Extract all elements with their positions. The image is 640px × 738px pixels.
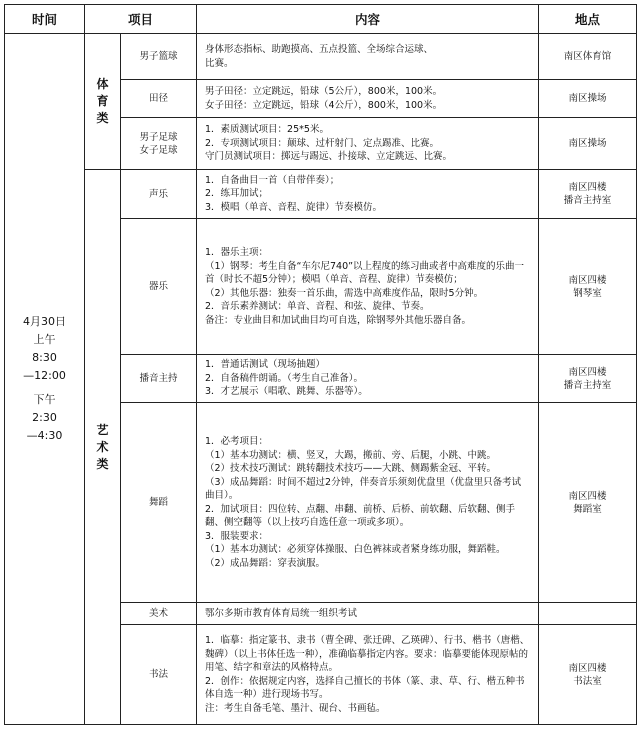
location-instrumental-line: 南区四楼 bbox=[568, 274, 607, 286]
content-basketball bbox=[197, 34, 539, 80]
content-fine-arts-line: 鄂尔多斯市教育体育局统一组织考试 bbox=[205, 607, 358, 619]
content-broadcast-line: 1．普通话测试（现场抽题） bbox=[205, 359, 326, 371]
location-calligraphy-line: 书法室 bbox=[573, 675, 602, 687]
content-instrumental-line: （2）其他乐器：独奏一首乐曲，需选中高难度作品，限时5分钟。 bbox=[205, 287, 484, 299]
content-vocal-line: 2．练耳加试； bbox=[205, 188, 269, 200]
content-dance-line: （2）成品舞蹈：穿表演服。 bbox=[205, 557, 326, 569]
content-broadcast-line: 2．自备稿件朗诵。（考生自己准备）。 bbox=[205, 372, 364, 384]
content-broadcast bbox=[197, 355, 539, 403]
location-track bbox=[539, 80, 637, 118]
item-track: 田径 bbox=[121, 80, 197, 118]
content-dance-line: 3．服装要求： bbox=[205, 530, 269, 542]
content-fine-arts bbox=[197, 603, 539, 625]
content-track-line: 男子田径：立定跳远，铅球（5公斤），800米，100米。 bbox=[205, 86, 443, 97]
location-basketball bbox=[539, 34, 637, 80]
content-calligraphy-line: 注：考生自备毛笔、墨汁、砚台、书画毡。 bbox=[205, 702, 386, 714]
location-instrumental-line: 钢琴室 bbox=[573, 287, 602, 299]
pm-label: 下午 bbox=[33, 393, 56, 406]
content-dance-line: 2．加试项目：四位转、点翻、串翻、前桥、后桥、前软翻、后软翻、侧手翻、侧空翻等（以上技巧自选任意一项或多项）。 bbox=[205, 503, 516, 528]
content-dance-line: （3）成品舞蹈：时间不超过2分钟，伴奏音乐须刻优盘里（优盘里只备考试曲目）。 bbox=[205, 476, 522, 501]
content-calligraphy bbox=[197, 625, 539, 725]
location-vocal-line: 播音主持室 bbox=[563, 195, 612, 206]
exam-schedule-table bbox=[4, 4, 637, 725]
location-vocal bbox=[539, 170, 637, 219]
content-instrumental-line: （1）钢琴：考生自备“车尔尼740”以上程度的练习曲或者中高难度的乐曲一首（时长不超5分钟）；模唱（单音、音程、旋律）节奏模仿； bbox=[205, 260, 525, 285]
content-basketball-line: 身体形态指标、助跑摸高、五点投篮、全场综合运球、 bbox=[205, 44, 434, 55]
content-instrumental-line: 2．音乐素养测试：单音、音程、和弦、旋律、节奏。 bbox=[205, 301, 430, 312]
content-football-line: 1．素质测试项目：25*5米。 bbox=[205, 124, 329, 136]
category-sports: 体育类 bbox=[85, 34, 121, 170]
item-football: 男子足球 女子足球 bbox=[121, 118, 197, 170]
header-time: 时间 bbox=[5, 5, 85, 34]
location-football bbox=[539, 118, 637, 170]
location-calligraphy-line: 南区四楼 bbox=[568, 662, 607, 674]
location-vocal-line: 南区四楼 bbox=[568, 182, 607, 193]
row-basketball bbox=[5, 34, 637, 80]
header-location: 地点 bbox=[539, 5, 637, 34]
content-track bbox=[197, 80, 539, 118]
category-arts: 艺术类 bbox=[85, 170, 121, 725]
location-dance bbox=[539, 403, 637, 603]
content-football-line: 2．专项测试项目：颠球、过杆射门、定点踢准、比赛。 bbox=[205, 137, 440, 149]
header-item: 项目 bbox=[85, 5, 197, 34]
item-dance: 舞蹈 bbox=[121, 403, 197, 603]
content-basketball-line: 比赛。 bbox=[205, 57, 234, 69]
am-end: —12:00 bbox=[23, 369, 66, 382]
item-basketball: 男子篮球 bbox=[121, 34, 197, 80]
exam-date: 4月30日 bbox=[23, 315, 66, 328]
location-instrumental bbox=[539, 219, 637, 355]
location-calligraphy bbox=[539, 625, 637, 725]
content-dance-line: （1）基本功测试：横、竖叉，大踢，搬前、旁、后腿，小跳、中跳。 bbox=[205, 449, 497, 461]
content-calligraphy-line: 2．创作：依据规定内容，选择自己擅长的书体（篆、隶、草、行、楷五种书体自选一种）进行现场书写。 bbox=[205, 675, 525, 700]
location-dance-line: 南区四楼 bbox=[568, 490, 607, 502]
item-broadcast: 播音主持 bbox=[121, 355, 197, 403]
row-vocal bbox=[5, 170, 637, 219]
content-vocal-line: 3．模唱（单音、音程、旋律）节奏模仿。 bbox=[205, 201, 383, 213]
location-fine-arts bbox=[539, 603, 637, 625]
item-calligraphy: 书法 bbox=[121, 625, 197, 725]
content-dance-line: （2）技术技巧测试：跳转翻技术技巧——大跳、侧踢紫金冠、平转。 bbox=[205, 463, 497, 474]
content-dance-line: 1．必考项目： bbox=[205, 436, 269, 447]
content-football-line: 守门员测试项目：掷远与踢远、扑接球、立定跳远、比赛。 bbox=[205, 151, 453, 163]
content-instrumental-line: 1．器乐主项： bbox=[205, 247, 269, 258]
location-basketball-line: 南区体育馆 bbox=[563, 51, 612, 62]
location-broadcast bbox=[539, 355, 637, 403]
item-vocal: 声乐 bbox=[121, 170, 197, 219]
location-broadcast-line: 播音主持室 bbox=[563, 379, 612, 391]
am-start: 8:30 bbox=[32, 351, 57, 364]
header-row bbox=[5, 5, 637, 34]
content-football bbox=[197, 118, 539, 170]
item-instrumental: 器乐 bbox=[121, 219, 197, 355]
header-content: 内容 bbox=[197, 5, 539, 34]
time-cell bbox=[5, 34, 85, 725]
am-label: 上午 bbox=[33, 333, 56, 346]
item-fine-arts: 美术 bbox=[121, 603, 197, 625]
content-broadcast-line: 3．才艺展示（唱歌、跳舞、乐器等）。 bbox=[205, 386, 368, 398]
location-football-line: 南区操场 bbox=[568, 138, 607, 149]
location-track-line: 南区操场 bbox=[568, 93, 607, 104]
content-calligraphy-line: 1．临摹：指定篆书、隶书（曹全碑、张迁碑、乙瑛碑）、行书、楷书（唐楷、魏碑）（以上书体任选一种），准确临摹指定内容。要求：临摹要能体现原帖的用笔、结字和章法的风格特点。 bbox=[205, 635, 530, 673]
content-track-line: 女子田径：立定跳远，铅球（4公斤），800米，100米。 bbox=[205, 99, 443, 111]
content-instrumental-line: 备注：专业曲目和加试曲目均可自选，除钢琴外其他乐器自备。 bbox=[205, 314, 472, 326]
content-vocal-line: 1．自备曲目一首（自带伴奏）； bbox=[205, 174, 340, 186]
location-broadcast-line: 南区四楼 bbox=[568, 366, 607, 378]
pm-end: —4:30 bbox=[26, 429, 63, 442]
location-dance-line: 舞蹈室 bbox=[573, 503, 602, 515]
content-vocal bbox=[197, 170, 539, 219]
pm-start: 2:30 bbox=[32, 411, 57, 424]
content-dance bbox=[197, 403, 539, 603]
content-dance-line: （1）基本功测试：必须穿体操服、白色裤袜或者紧身练功服，舞蹈鞋。 bbox=[205, 544, 506, 555]
content-instrumental bbox=[197, 219, 539, 355]
